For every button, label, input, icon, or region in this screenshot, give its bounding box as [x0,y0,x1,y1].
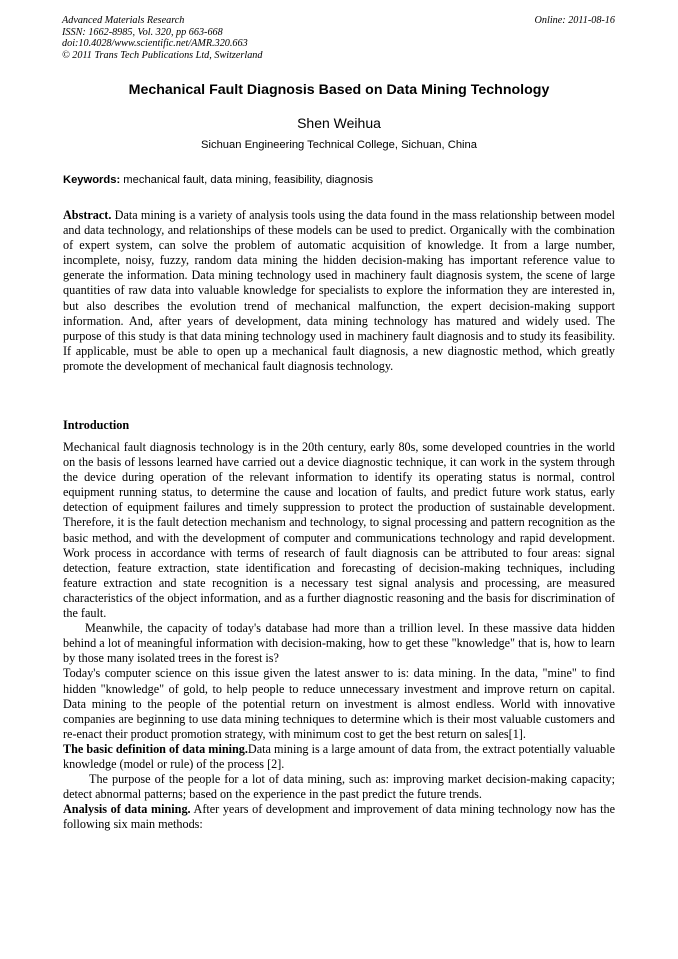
definition-label: The basic definition of data mining. [63,741,248,756]
affiliation: Sichuan Engineering Technical College, Sichuan, China [201,139,477,151]
abstract-section [63,208,615,374]
journal-name: Advanced Materials Research [62,15,185,26]
intro-paragraph-3: Today's computer science on this issue given the latest answer to is: data mining. In the data, "mine" to find hidden "knowledge" of gold, to help people to reduce unnecessary investment and improve return on capital. Data mining to the people of the potential return on investment is almost endless. World with innovative companies are beginning to use data mining techniques to determine which is their most valuable customers and re-enact their product promotion strategy, with minimum cost to get the best return on sales[1]. [63,666,615,741]
journal-header [62,15,262,61]
doi-line: doi:10.4028/www.scientific.net/AMR.320.663 [62,38,248,50]
abstract-text: Data mining is a variety of analysis tools using the data found in the mass relationship between model and data technology, and relationships of these models can be used to predict. Organically with the combination of expert system, can solve the problem of automatic acquisition of knowledge. It from a large number, incomplete, noisy, fuzzy, random data mining the hidden decision-making has important reference value to generate the information. Data mining technology used in machinery fault diagnosis system, the scene of large quantities of raw data into valuable knowledge for specialists to explore the information they are interested in, but also describes the evolution trend of mechanical malfunction, the expert decision-making support information. And, after years of development, data mining technology has matured and widely used. The purpose of this study is that data mining technology used in machinery fault diagnosis and to study its feasibility. If applicable, must be able to open up a mechanical fault diagnosis, a new diagnostic method, which greatly promote the development of mechanical fault diagnosis technology. [63,208,615,373]
intro-paragraph-1: Mechanical fault diagnosis technology is in the 20th century, early 80s, some developed countries in the world on the basis of lessons learned have carried out a device diagnostic technique, it can work in the system through the device during operation of the relevant information to identify its operating status is normal, control equipment running status, to determine the cause and location of faults, and predict future work status, early detection of equipment failures and timely suppression to protect the production of sustainable development. Therefore, it is the fault detection mechanism and technology, to signal processing and pattern recognition as the basic method, and with the development of computer and communications technology and rapid development. Work process in accordance with terms of research of fault diagnosis can be attributed to four areas: signal detection, feature extraction, state identification and forecasting of decision-making techniques, including feature extraction and state recognition is a necessary test signal analysis and processing, are measured characteristics of the object information, and as a further diagnostic reasoning and the basis for discrimination of the fault. [63,440,615,621]
intro-paragraph-2: Meanwhile, the capacity of today's database had more than a trillion level. In these massive data hidden behind a lot of meaningful information with decision-making, how to get these "knowledge" that is, how to learn by those many isolated trees in the forest is? [63,621,615,666]
keywords-label: Keywords: [63,174,121,186]
keywords-text: mechanical fault, data mining, feasibility, diagnosis [120,174,374,186]
abstract-paragraph [63,208,615,374]
definition-text: Data mining is a large amount of data from, the extract potentially valuable knowledge (model or rule) of the process [2]. [63,741,615,771]
analysis-text: After years of development and improvement of data mining technology now has the following six main methods: [63,802,616,832]
purpose-paragraph: The purpose of the people for a lot of data mining, such as: improving market decision-making capacity; detect abnormal patterns; based on the experience in the past predict the future trends. [63,772,615,802]
analysis-paragraph [63,802,615,832]
author-name: Shen Weihua [297,115,381,131]
copyright-line: © 2011 Trans Tech Publications Ltd, Switzerland [62,49,263,61]
introduction-heading: Introduction [63,418,130,432]
keywords [63,174,373,186]
abstract-label: Abstract. [63,208,112,222]
online-date: Online: 2011-08-16 [534,15,615,26]
issn-line: ISSN: 1662-8985, Vol. 320, pp 663-668 [62,26,223,38]
introduction-section [63,440,615,832]
analysis-label: Analysis of data mining. [63,802,191,817]
paper-title: Mechanical Fault Diagnosis Based on Data Mining Technology [128,82,550,98]
definition-paragraph [63,742,615,772]
